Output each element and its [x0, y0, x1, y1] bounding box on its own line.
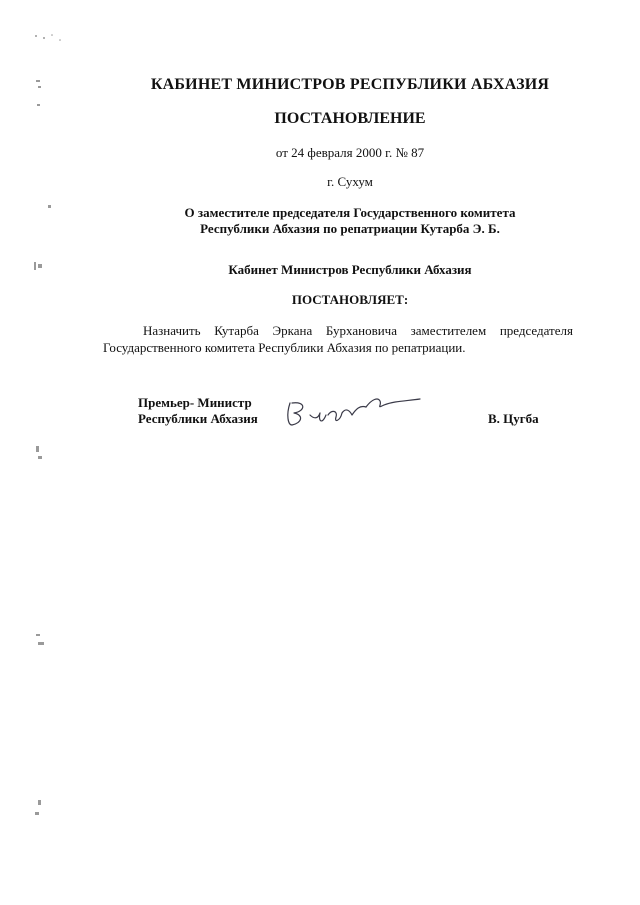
signer-title-line-1: Премьер- Министр: [138, 395, 252, 410]
subject-block: [70, 205, 630, 237]
date-and-number: от 24 февраля 2000 г. № 87: [275, 145, 425, 160]
signer-title: [138, 395, 258, 427]
decree-word: ПОСТАНОВЛЯЕТ:: [291, 292, 409, 307]
body-line-1: [103, 322, 573, 339]
subject-line-2: Республики Абхазия по репатриации Кутарба Э. Б.: [200, 221, 500, 236]
body-word: Назначить: [143, 323, 201, 338]
document-type-heading: ПОСТАНОВЛЕНИЕ: [274, 110, 426, 127]
organization-heading: КАБИНЕТ МИНИСТРОВ РЕСПУБЛИКИ АБХАЗИЯ: [150, 76, 550, 93]
body-word: Эркана: [272, 323, 313, 338]
signer-name: В. Цугба: [488, 411, 539, 426]
body-word: председателя: [499, 323, 573, 338]
signer-title-line-2: Республики Абхазия: [138, 411, 258, 426]
body-word: Кутарба: [214, 323, 259, 338]
body-line-2: Государственного комитета Республики Абхазия по репатриации.: [103, 340, 466, 355]
scan-specks-decoration: [0, 0, 70, 905]
city: г. Сухум: [327, 174, 373, 189]
body-word: Бурхановича: [325, 323, 397, 338]
issuer: Кабинет Министров Республики Абхазия: [228, 262, 472, 277]
body-word: заместителем: [410, 323, 487, 338]
handwritten-signature: [280, 385, 430, 435]
subject-line-1: О заместителе председателя Государственного комитета: [184, 205, 516, 220]
